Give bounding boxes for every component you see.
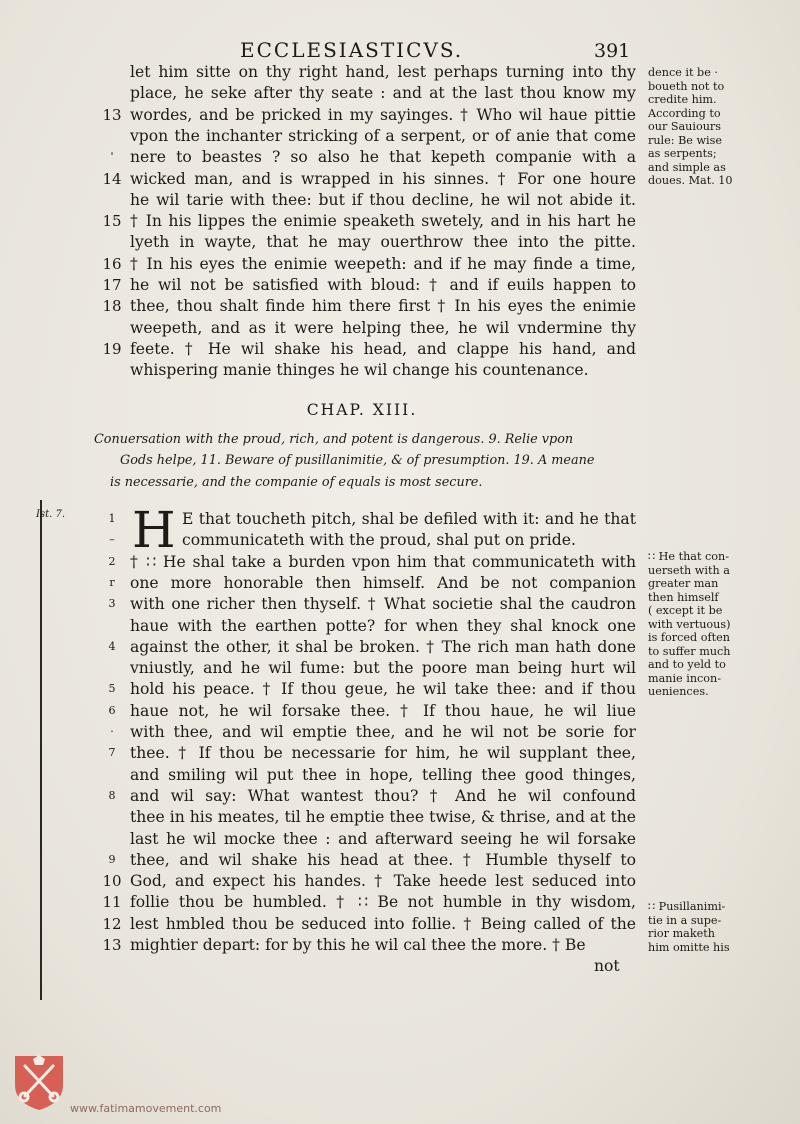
margin-note-line: and to yeld to [648, 658, 726, 671]
text-line: thee, and wil shake his head at thee. † Humble thyself to [130, 850, 636, 869]
text-line: against the other, it shal be broken. † The rich man hath done [130, 637, 636, 656]
text-line: feete. † He wil shake his head, and clappe his hand, and [130, 339, 636, 358]
text-line: haue not, he wil forsake thee. † If thou haue, he wil liue [130, 701, 636, 720]
verse-number: 5 [108, 682, 116, 696]
margin-note [648, 550, 798, 699]
text-line: God, and expect his handes. † Take heede lest seduced into [130, 872, 636, 891]
margin-note-line: boueth not to [648, 79, 725, 93]
margin-note-line: our Sauiours [648, 120, 721, 133]
text-line: haue with the earthen potte? for when they shal knock one [130, 616, 636, 635]
cross-reference: Ist. 7. [36, 509, 65, 520]
text-line: † In his eyes the enimie weepeth: and if he may finde a time, [130, 254, 636, 273]
text-line: and smiling wil put thee in hope, telling thee good thinges, [130, 765, 636, 784]
verse-number: · [110, 725, 114, 738]
verse-number: 13 [102, 936, 122, 954]
text-line: whispering manie thinges he wil change his countenance. [130, 361, 589, 380]
text-line: † In his lippes the enimie speaketh swetely, and in his hart he [130, 212, 636, 231]
chapter-heading [0, 401, 800, 419]
text-line: follie thou be humbled. † ∷ Be not humble in thy wisdom, [130, 893, 636, 912]
verse-number: 9 [108, 852, 116, 866]
verse-number: 10 [102, 872, 122, 891]
verse-number: 11 [102, 893, 122, 912]
margin-note-line: to suffer much [648, 644, 731, 658]
margin-note [648, 900, 798, 954]
text-line: thee in his meates, til he emptie thee twise, & thrise, and at the [130, 808, 636, 827]
margin-note-line: tie in a supe- [648, 913, 722, 927]
text-line: mightier depart: for by this he wil cal thee the more. † Be [130, 936, 586, 954]
margin-note [648, 66, 798, 188]
verse-number: ' [110, 150, 114, 164]
margin-note-line: According to [648, 106, 721, 120]
margin-note-line: rule: Be wise [648, 133, 722, 147]
verse-number: 13 [102, 105, 122, 124]
verse-number: 16 [102, 254, 122, 273]
text-line: and wil say: What wantest thou? † And he wil confound [130, 786, 636, 805]
drop-cap: H [132, 501, 176, 559]
text-line: weepeth, and as it were helping thee, he wil vndermine thy [130, 318, 636, 337]
argument-line: Gods helpe, 11. Beware of pusillanimitie, & of presumption. 19. A meane [120, 453, 595, 468]
text-line: hold his peace. † If thou geue, he wil take thee: and if thou [130, 680, 636, 699]
running-head: ECCLESIASTICVS. [240, 38, 464, 62]
text-line: lest hmbled thou be seduced into follie. † Being called of the [130, 914, 636, 933]
papal-keys-shield-icon [12, 1053, 66, 1111]
margin-note-line: doues. Mat. 10 [648, 174, 733, 187]
margin-note-line: uerseth with a [648, 563, 730, 577]
margin-note-line: ∷ Pusillanimi- [648, 900, 726, 913]
text-line: † ∷ He shal take a burden vpon him that communicateth with [130, 552, 636, 571]
verse-number: 19 [102, 339, 122, 358]
text-line: he wil not be satisfied with bloud: † and if euils happen to [130, 276, 636, 294]
footer-url[interactable]: www.fatimamovement.com [70, 1102, 222, 1115]
text-line: place, he seke after thy seate : and at the last thou know my [130, 84, 636, 103]
verse-number: 15 [102, 212, 122, 231]
text-line: nere to beastes ? so also he that kepeth companie with a [130, 148, 636, 167]
text-line: not [594, 957, 620, 976]
text-line: vniustly, and he wil fume: but the poore man being hurt wil [130, 659, 636, 678]
margin-note-line: ∷ He that con- [648, 550, 730, 563]
verse-number: 12 [102, 914, 122, 933]
verse-number: 6 [108, 703, 116, 717]
text-line: last he wil mocke thee : and afterward seeing he wil forsake [130, 829, 636, 848]
page-number: 391 [594, 40, 631, 62]
text-line: let him sitte on thy right hand, lest perhaps turning into thy [130, 63, 636, 81]
text-line: thee. † If thou be necessarie for him, he wil supplant thee, [130, 744, 636, 763]
verse-number: r [109, 575, 115, 589]
verse-number: 1 [108, 512, 116, 525]
argument-line: is necessarie, and the companie of equals is most secure. [110, 475, 483, 490]
text-line: with one richer then thyself. † What societie shal the caudron [130, 595, 636, 614]
text-line: lyeth in wayte, that he may ouerthrow thee into the pitte. [130, 233, 636, 252]
verse-number: 18 [102, 297, 122, 316]
margin-rule [40, 500, 42, 1000]
margin-note-line: ( except it be [648, 604, 723, 617]
verse-number: 8 [108, 788, 116, 802]
verse-number: 3 [108, 597, 116, 611]
text-line: one more honorable then himself. And be not companion [130, 573, 636, 592]
verse-number: 14 [102, 169, 122, 188]
margin-note-line: dence it be · [648, 66, 718, 79]
margin-note-line: ueniences. [648, 685, 709, 698]
margin-note-line: greater man [648, 577, 719, 590]
text-line: with thee, and wil emptie thee, and he wil not be sorie for [130, 723, 636, 741]
argument-line: Conuersation with the proud, rich, and potent is dangerous. 9. Relie vpon [94, 432, 574, 447]
text-line: E that toucheth pitch, shal be defiled with it: and he that [182, 510, 636, 528]
verse-number: 7 [108, 746, 116, 760]
text-line: thee, thou shalt finde him there first † In his eyes the enimie [130, 297, 636, 316]
margin-note-line: then himself [648, 590, 719, 604]
margin-note-line: him omitte his [648, 940, 730, 954]
text-line: he wil tarie with thee: but if thou decline, he wil not abide it. [130, 190, 636, 209]
text-line: wordes, and be pricked in my sayinges. † Who wil haue pittie [130, 105, 636, 124]
text-line: communicateth with the proud, shal put on pride. [182, 531, 576, 550]
chapter-heading-label: CHAP. XIII. [306, 401, 418, 419]
verse-number: 2 [108, 554, 116, 568]
text-line: vpon the inchanter stricking of a serpent, or of anie that come [130, 126, 636, 145]
verse-number: – [109, 533, 115, 547]
margin-note-line: credite him. [648, 93, 717, 106]
margin-note-line: as serpents; [648, 147, 717, 160]
margin-note-line: manie incon- [648, 671, 722, 685]
verse-number: 17 [102, 276, 122, 294]
margin-note-line: and simple as [648, 160, 726, 174]
text-line: wicked man, and is wrapped in his sinnes. † For one houre [130, 169, 636, 188]
verse-number: 4 [108, 639, 116, 653]
margin-note-line: is forced often [648, 631, 730, 644]
margin-note-line: rior maketh [648, 927, 715, 940]
margin-note-line: with vertuous) [648, 617, 731, 631]
